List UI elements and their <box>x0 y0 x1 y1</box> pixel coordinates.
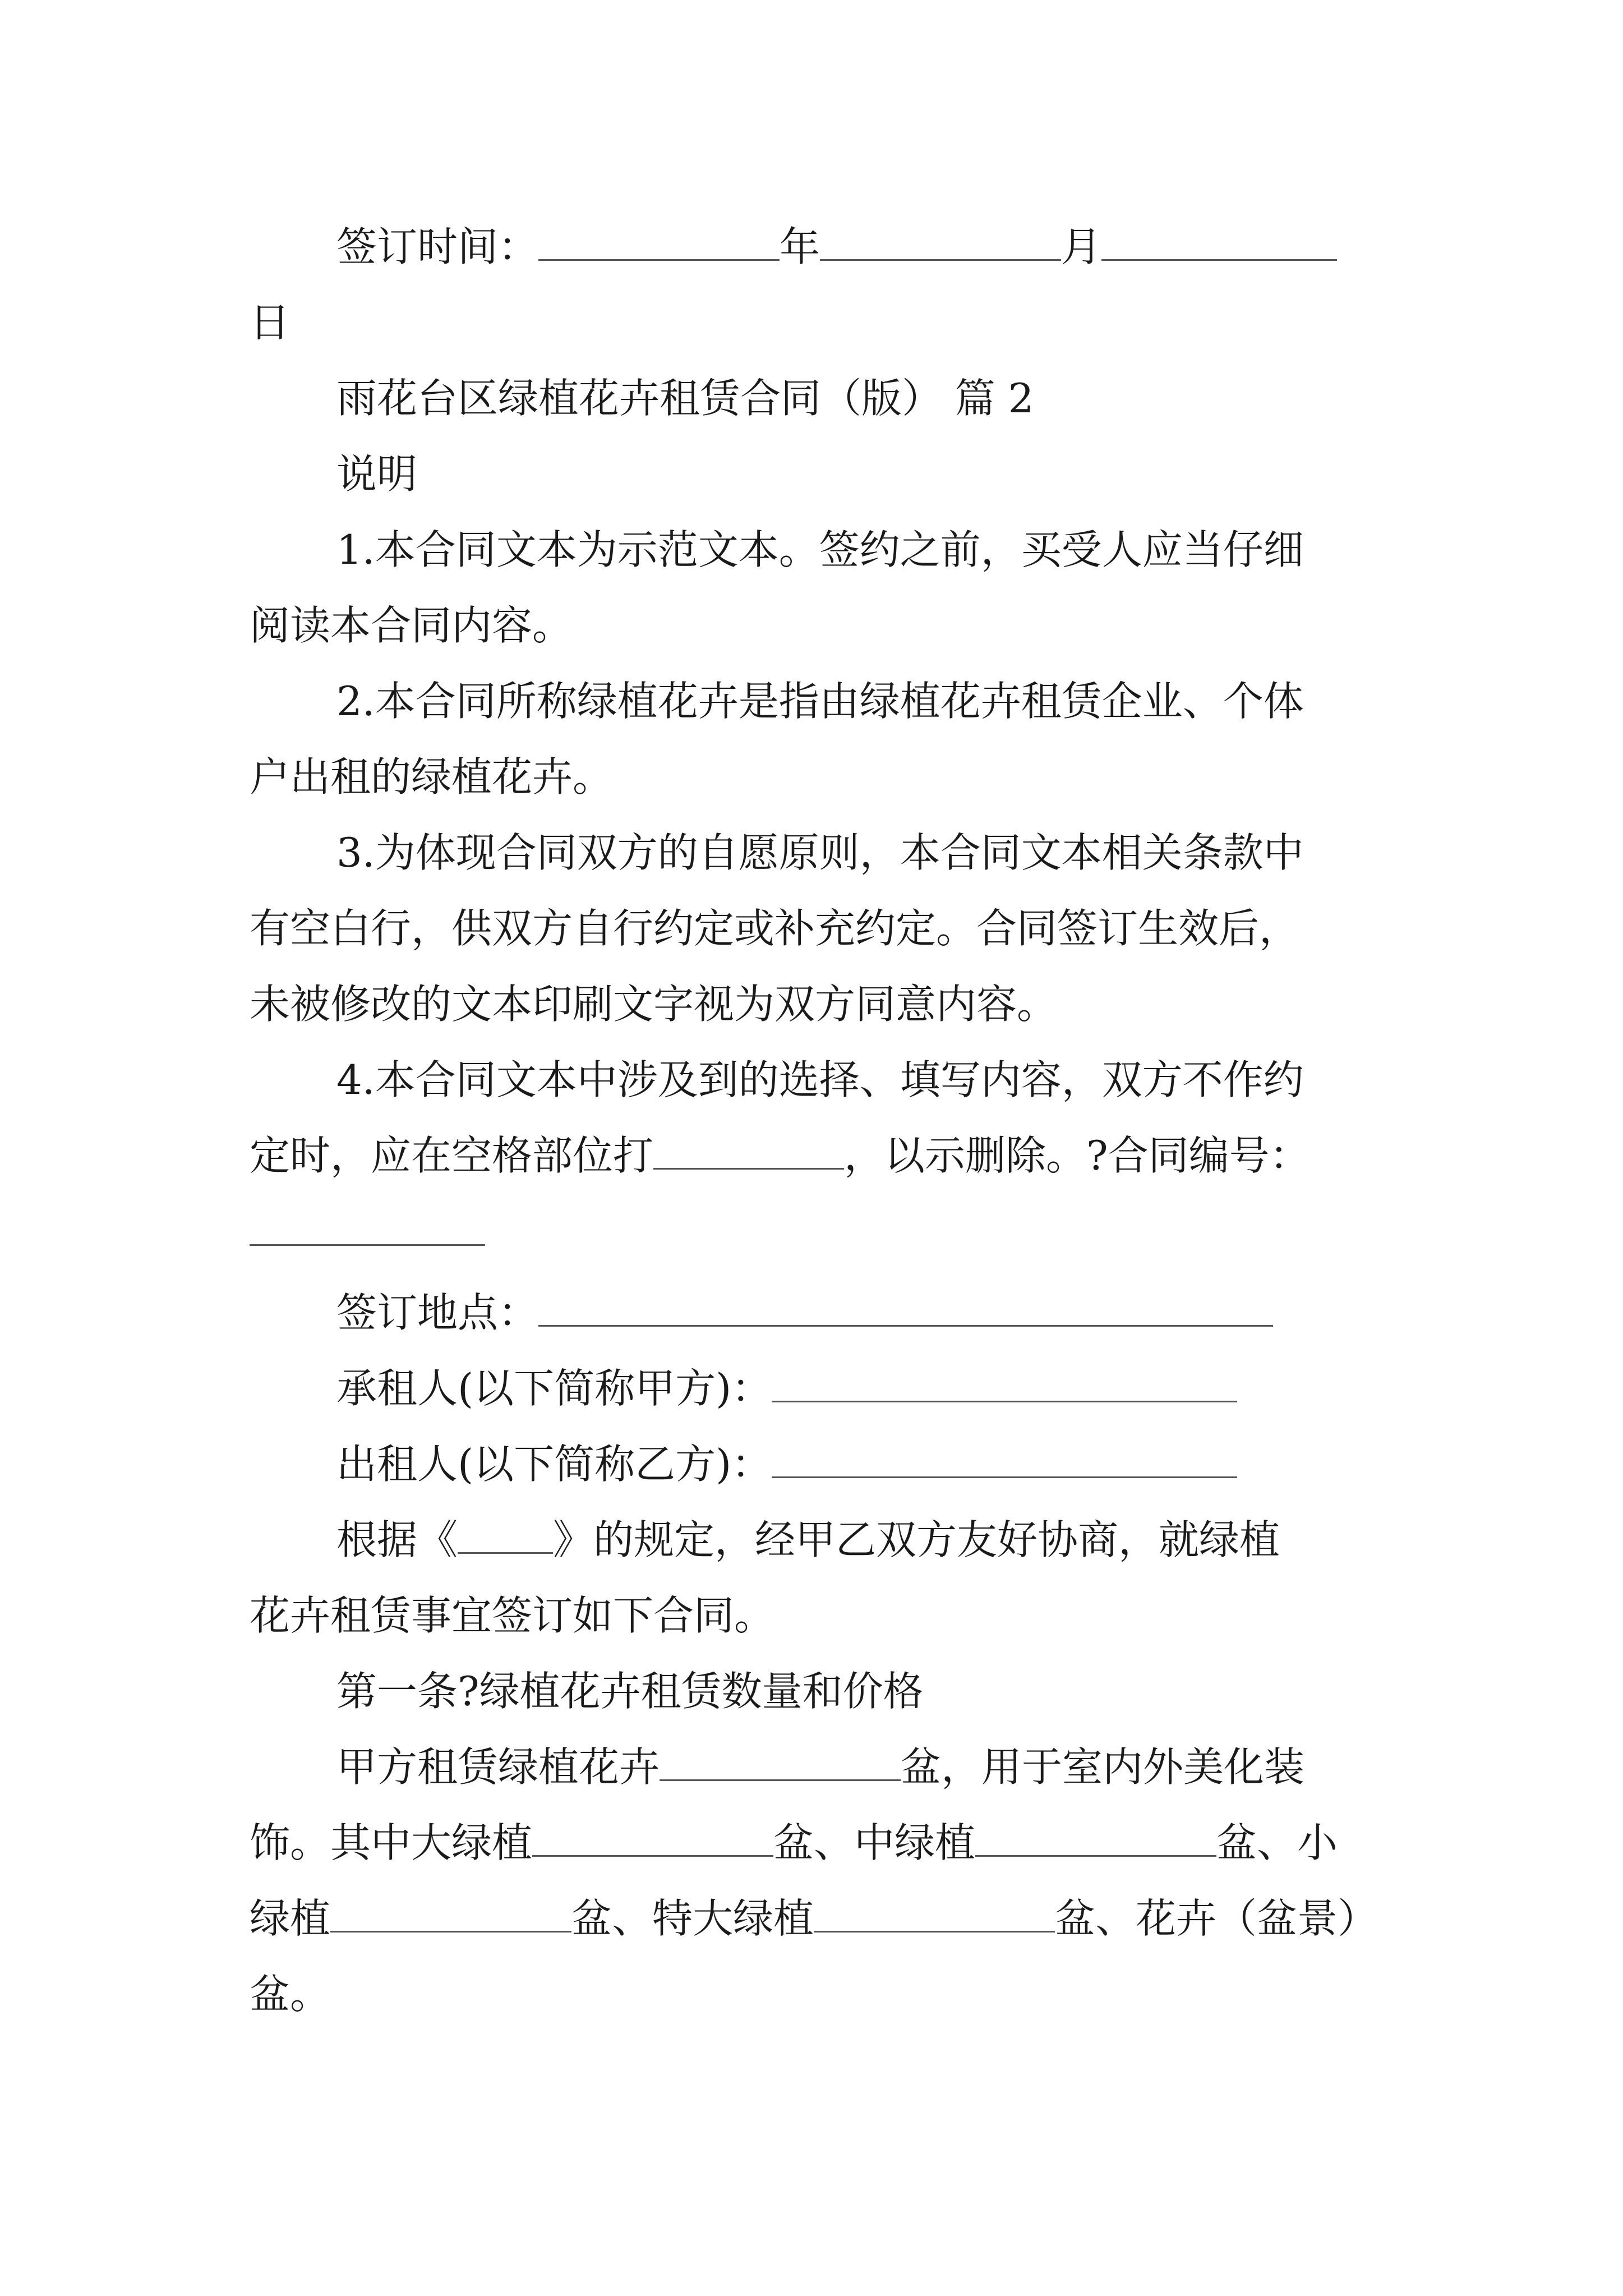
year-label: 年 <box>780 223 820 270</box>
note-1-text-2: 阅读本合同内容。 <box>250 602 573 649</box>
day-blank[interactable] <box>1101 226 1337 261</box>
day-line <box>250 297 290 348</box>
medium-plant-blank[interactable] <box>975 1821 1216 1857</box>
note-2-line-2 <box>250 752 613 802</box>
note-4-line-1 <box>336 1055 1304 1105</box>
lessor-label: 出租人(以下简称乙方)： <box>336 1441 772 1488</box>
signing-place-label: 签订地点： <box>336 1289 539 1336</box>
note-4-text-1: 4.本合同文本中涉及到的选择、填写内容，双方不作约 <box>336 1056 1304 1103</box>
month-label: 月 <box>1061 223 1102 270</box>
law-name-blank[interactable] <box>458 1519 553 1554</box>
note-2-text-2: 户出租的绿植花卉。 <box>250 753 614 800</box>
basis-line-1 <box>336 1515 1280 1565</box>
signing-time-label: 签订时间： <box>336 223 539 270</box>
lessee-line <box>336 1363 1237 1414</box>
lessor-line <box>336 1439 1237 1489</box>
note-3-line-2 <box>250 903 1299 954</box>
article-1-text-1a: 甲方租赁绿植花卉 <box>336 1743 660 1791</box>
article-1-heading-text: 第一条?绿植花卉租赁数量和价格 <box>336 1668 924 1715</box>
article-1-heading <box>336 1666 924 1717</box>
note-4-text-2b: ，以示删除。?合同编号： <box>844 1132 1310 1179</box>
article-1-text-1b: 盆，用于室内外美化装 <box>901 1743 1305 1791</box>
contract-number-blank[interactable] <box>250 1243 485 1246</box>
basis-line-2 <box>250 1590 774 1641</box>
contract-title <box>336 373 1034 424</box>
article-1-text-2c: 盆、小 <box>1216 1819 1338 1866</box>
note-4-line-2 <box>250 1130 1310 1181</box>
contract-title-text: 雨花台区绿植花卉租赁合同（版） 篇 2 <box>336 375 1034 422</box>
article-1-text-2a: 饰。其中大绿植 <box>250 1819 533 1866</box>
basis-text-1a: 根据《 <box>336 1516 458 1563</box>
note-3-line-3 <box>250 979 1057 1029</box>
article-1-text-2b: 盆、中绿植 <box>773 1819 976 1866</box>
note-1-text-1: 1.本合同文本为示范文本。签约之前，买受人应当仔细 <box>336 526 1304 573</box>
total-pots-blank[interactable] <box>660 1746 901 1781</box>
article-1-text-3c: 盆、花卉（盆景） <box>1055 1895 1378 1942</box>
note-1-line-2 <box>250 600 573 651</box>
note-3-line-1 <box>336 827 1304 878</box>
article-1-line-1 <box>336 1742 1304 1792</box>
large-plant-blank[interactable] <box>532 1821 773 1857</box>
article-1-text-3b: 盆、特大绿植 <box>571 1895 814 1942</box>
signing-time-line <box>336 222 1337 272</box>
note-3-text-2: 有空白行，供双方自行约定或补充约定。合同签订生效后， <box>250 905 1300 952</box>
notes-heading <box>336 449 417 499</box>
note-2-line-1 <box>336 676 1304 726</box>
basis-text-1b: 》的规定，经甲乙双方友好协商，就绿植 <box>553 1516 1280 1563</box>
month-blank[interactable] <box>820 226 1061 261</box>
day-label: 日 <box>250 299 291 346</box>
note-2-text-1: 2.本合同所称绿植花卉是指由绿植花卉租赁企业、个体 <box>336 678 1304 725</box>
year-blank[interactable] <box>538 226 780 261</box>
article-1-text-3a: 绿植 <box>250 1895 331 1942</box>
note-4-text-2a: 定时，应在空格部位打 <box>250 1132 654 1179</box>
signing-place-line <box>336 1287 1273 1338</box>
lessor-blank[interactable] <box>772 1443 1237 1478</box>
note-1-line-1 <box>336 524 1304 575</box>
note-3-text-3: 未被修改的文本印刷文字视为双方同意内容。 <box>250 981 1058 1028</box>
article-1-line-2 <box>250 1818 1338 1868</box>
lessee-label: 承租人(以下简称甲方)： <box>336 1365 772 1412</box>
delete-mark-blank[interactable] <box>653 1134 844 1170</box>
small-plant-blank[interactable] <box>330 1897 571 1932</box>
basis-text-2: 花卉租赁事宜签订如下合同。 <box>250 1592 775 1639</box>
notes-heading-text: 说明 <box>336 450 418 498</box>
extra-large-plant-blank[interactable] <box>814 1897 1055 1932</box>
article-1-line-3 <box>250 1893 1378 1944</box>
signing-place-blank[interactable] <box>538 1291 1273 1327</box>
lessee-blank[interactable] <box>772 1367 1237 1402</box>
article-1-text-4: 盆。 <box>250 1971 331 2018</box>
article-1-line-4 <box>250 1969 330 2019</box>
note-3-text-1: 3.为体现合同双方的自愿原则，本合同文本相关条款中 <box>336 829 1304 876</box>
